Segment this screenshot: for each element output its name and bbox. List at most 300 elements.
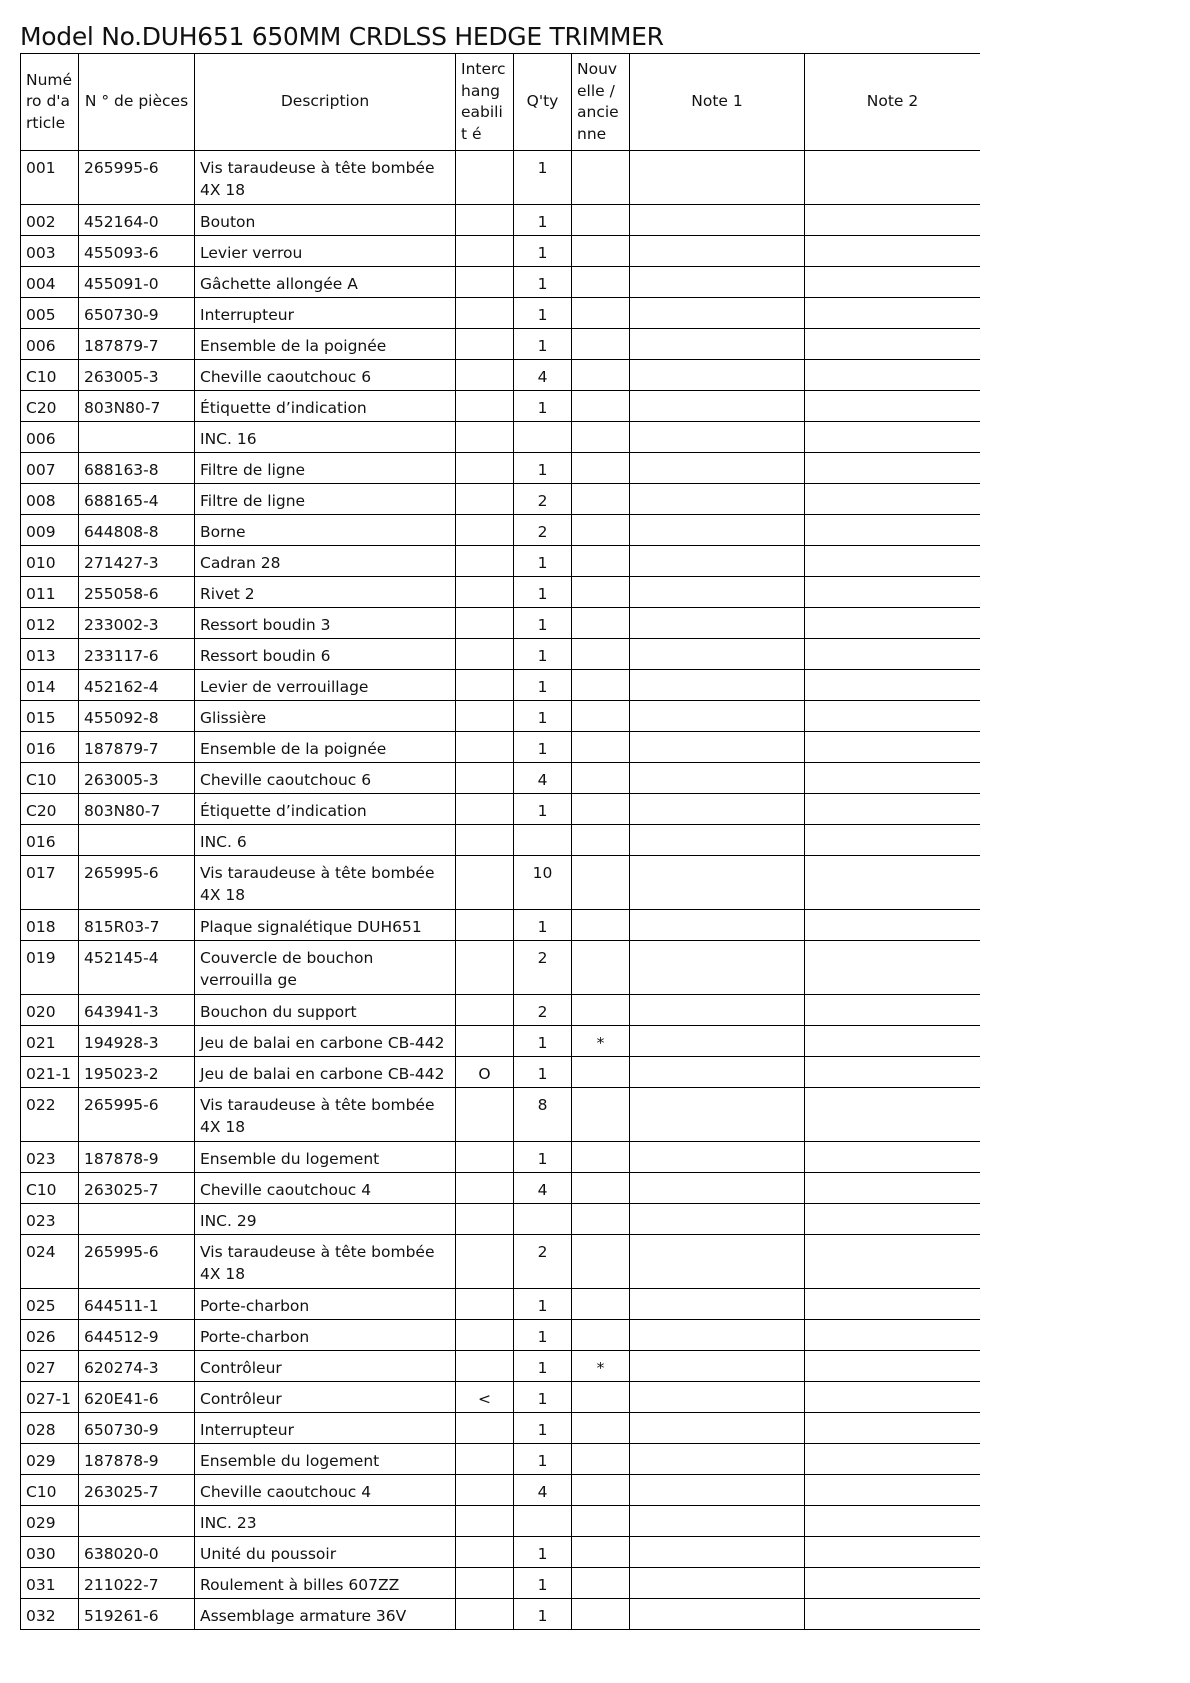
cell-description: Ensemble du logement <box>195 1444 456 1475</box>
cell-description: Roulement à billes 607ZZ <box>195 1568 456 1599</box>
parts-table-container <box>20 53 980 1683</box>
cell-new-old <box>572 236 630 267</box>
cell-part-number: 452164-0 <box>79 205 195 236</box>
table-row <box>21 151 981 205</box>
cell-item-number: 031 <box>21 1568 79 1599</box>
cell-quantity: 1 <box>514 151 572 205</box>
cell-interchangeability <box>456 1351 514 1382</box>
cell-part-number: 452162-4 <box>79 670 195 701</box>
cell-note-2 <box>805 329 981 360</box>
table-row <box>21 670 981 701</box>
cell-new-old <box>572 1506 630 1537</box>
cell-item-number: 029 <box>21 1444 79 1475</box>
cell-note-1 <box>630 1204 805 1235</box>
cell-quantity: 1 <box>514 546 572 577</box>
cell-note-2 <box>805 941 981 995</box>
cell-interchangeability <box>456 856 514 910</box>
cell-new-old <box>572 298 630 329</box>
table-row <box>21 1026 981 1057</box>
cell-part-number: 263005-3 <box>79 763 195 794</box>
cell-description: Ensemble de la poignée <box>195 732 456 763</box>
cell-description: Filtre de ligne <box>195 484 456 515</box>
cell-note-2 <box>805 1413 981 1444</box>
cell-item-number: C10 <box>21 360 79 391</box>
cell-note-1 <box>630 236 805 267</box>
cell-note-2 <box>805 360 981 391</box>
cell-description: Couvercle de bouchon verrouilla ge <box>195 941 456 995</box>
cell-interchangeability <box>456 515 514 546</box>
cell-interchangeability <box>456 151 514 205</box>
cell-note-1 <box>630 422 805 453</box>
cell-note-1 <box>630 1173 805 1204</box>
cell-quantity: 1 <box>514 1537 572 1568</box>
cell-part-number: 271427-3 <box>79 546 195 577</box>
cell-interchangeability <box>456 1320 514 1351</box>
cell-interchangeability <box>456 453 514 484</box>
cell-quantity: 2 <box>514 484 572 515</box>
cell-note-2 <box>805 1026 981 1057</box>
table-row <box>21 1351 981 1382</box>
cell-note-1 <box>630 577 805 608</box>
cell-item-number: 012 <box>21 608 79 639</box>
cell-item-number: 016 <box>21 732 79 763</box>
cell-description: Vis taraudeuse à tête bombée 4X 18 <box>195 151 456 205</box>
cell-interchangeability <box>456 484 514 515</box>
cell-new-old <box>572 1475 630 1506</box>
table-row <box>21 794 981 825</box>
page-title: Model No.DUH651 650MM CRDLSS HEDGE TRIMMER <box>20 22 664 51</box>
cell-note-2 <box>805 267 981 298</box>
cell-part-number: 620274-3 <box>79 1351 195 1382</box>
cell-item-number: 006 <box>21 329 79 360</box>
cell-note-2 <box>805 1088 981 1142</box>
table-row <box>21 1173 981 1204</box>
table-row <box>21 546 981 577</box>
cell-interchangeability <box>456 391 514 422</box>
cell-new-old <box>572 910 630 941</box>
header-quantity: Q'ty <box>514 54 572 151</box>
cell-item-number: 013 <box>21 639 79 670</box>
cell-new-old <box>572 151 630 205</box>
cell-interchangeability <box>456 1444 514 1475</box>
cell-note-1 <box>630 1599 805 1630</box>
cell-part-number <box>79 825 195 856</box>
cell-item-number: 020 <box>21 995 79 1026</box>
cell-item-number: 025 <box>21 1289 79 1320</box>
cell-item-number: 027 <box>21 1351 79 1382</box>
cell-part-number: 455091-0 <box>79 267 195 298</box>
cell-interchangeability <box>456 670 514 701</box>
cell-new-old <box>572 1382 630 1413</box>
cell-quantity: 1 <box>514 1413 572 1444</box>
cell-quantity: 1 <box>514 577 572 608</box>
cell-quantity: 1 <box>514 1026 572 1057</box>
cell-note-1 <box>630 151 805 205</box>
cell-interchangeability <box>456 732 514 763</box>
cell-interchangeability <box>456 910 514 941</box>
cell-part-number: 620E41-6 <box>79 1382 195 1413</box>
cell-new-old <box>572 577 630 608</box>
table-row <box>21 515 981 546</box>
header-note-1: Note 1 <box>630 54 805 151</box>
cell-part-number: 644808-8 <box>79 515 195 546</box>
cell-note-2 <box>805 453 981 484</box>
table-row <box>21 1382 981 1413</box>
cell-interchangeability: < <box>456 1382 514 1413</box>
cell-new-old <box>572 515 630 546</box>
cell-note-1 <box>630 329 805 360</box>
cell-part-number: 643941-3 <box>79 995 195 1026</box>
cell-description: Jeu de balai en carbone CB-442 <box>195 1057 456 1088</box>
cell-item-number: 024 <box>21 1235 79 1289</box>
table-row <box>21 1475 981 1506</box>
table-row <box>21 1204 981 1235</box>
cell-part-number: 187879-7 <box>79 732 195 763</box>
cell-description: Cheville caoutchouc 6 <box>195 360 456 391</box>
cell-part-number: 263005-3 <box>79 360 195 391</box>
cell-note-2 <box>805 794 981 825</box>
header-new-old: Nouv elle / ancie nne <box>572 54 630 151</box>
cell-part-number: 265995-6 <box>79 856 195 910</box>
table-row <box>21 1088 981 1142</box>
cell-interchangeability <box>456 1026 514 1057</box>
cell-item-number: 016 <box>21 825 79 856</box>
cell-interchangeability <box>456 422 514 453</box>
table-row <box>21 267 981 298</box>
table-row <box>21 995 981 1026</box>
cell-item-number: C10 <box>21 763 79 794</box>
cell-quantity: 1 <box>514 1057 572 1088</box>
cell-item-number: 017 <box>21 856 79 910</box>
cell-description: Levier de verrouillage <box>195 670 456 701</box>
cell-description: Unité du poussoir <box>195 1537 456 1568</box>
cell-new-old <box>572 794 630 825</box>
table-row <box>21 391 981 422</box>
cell-quantity: 2 <box>514 515 572 546</box>
cell-part-number: 688165-4 <box>79 484 195 515</box>
cell-quantity: 10 <box>514 856 572 910</box>
cell-description: INC. 16 <box>195 422 456 453</box>
cell-note-1 <box>630 1289 805 1320</box>
cell-new-old <box>572 856 630 910</box>
cell-part-number: 638020-0 <box>79 1537 195 1568</box>
cell-item-number: C20 <box>21 391 79 422</box>
cell-note-2 <box>805 1204 981 1235</box>
cell-quantity: 4 <box>514 360 572 391</box>
cell-quantity: 1 <box>514 1599 572 1630</box>
cell-quantity: 2 <box>514 1235 572 1289</box>
table-row <box>21 1235 981 1289</box>
cell-description: Interrupteur <box>195 1413 456 1444</box>
cell-item-number: 007 <box>21 453 79 484</box>
cell-quantity: 1 <box>514 236 572 267</box>
cell-note-2 <box>805 422 981 453</box>
cell-new-old <box>572 1320 630 1351</box>
cell-new-old <box>572 1057 630 1088</box>
cell-note-2 <box>805 1289 981 1320</box>
table-row <box>21 1057 981 1088</box>
cell-part-number: 455093-6 <box>79 236 195 267</box>
table-row <box>21 1506 981 1537</box>
cell-quantity: 4 <box>514 1475 572 1506</box>
cell-quantity: 1 <box>514 329 572 360</box>
cell-part-number: 803N80-7 <box>79 391 195 422</box>
cell-part-number: 452145-4 <box>79 941 195 995</box>
cell-description: Ressort boudin 6 <box>195 639 456 670</box>
cell-note-1 <box>630 205 805 236</box>
cell-part-number: 233002-3 <box>79 608 195 639</box>
cell-note-2 <box>805 205 981 236</box>
cell-description: INC. 6 <box>195 825 456 856</box>
cell-note-1 <box>630 1568 805 1599</box>
cell-quantity: 1 <box>514 1444 572 1475</box>
table-row <box>21 484 981 515</box>
cell-new-old <box>572 1142 630 1173</box>
cell-note-2 <box>805 1351 981 1382</box>
cell-note-1 <box>630 1026 805 1057</box>
header-note-2: Note 2 <box>805 54 981 151</box>
cell-part-number: 519261-6 <box>79 1599 195 1630</box>
cell-item-number: 026 <box>21 1320 79 1351</box>
cell-new-old <box>572 701 630 732</box>
cell-part-number: 263025-7 <box>79 1173 195 1204</box>
cell-description: Cheville caoutchouc 6 <box>195 763 456 794</box>
cell-new-old <box>572 546 630 577</box>
cell-quantity: 1 <box>514 794 572 825</box>
cell-item-number: 029 <box>21 1506 79 1537</box>
cell-quantity: 1 <box>514 298 572 329</box>
cell-quantity: 2 <box>514 941 572 995</box>
cell-quantity: 1 <box>514 670 572 701</box>
cell-note-2 <box>805 608 981 639</box>
cell-note-2 <box>805 1382 981 1413</box>
table-row <box>21 205 981 236</box>
cell-new-old <box>572 941 630 995</box>
table-row <box>21 1320 981 1351</box>
table-row <box>21 701 981 732</box>
cell-quantity <box>514 1506 572 1537</box>
cell-item-number: 002 <box>21 205 79 236</box>
cell-part-number <box>79 1506 195 1537</box>
cell-part-number: 255058-6 <box>79 577 195 608</box>
cell-note-2 <box>805 995 981 1026</box>
cell-description: Contrôleur <box>195 1351 456 1382</box>
cell-description: Ressort boudin 3 <box>195 608 456 639</box>
cell-note-1 <box>630 453 805 484</box>
cell-note-1 <box>630 391 805 422</box>
cell-note-1 <box>630 1057 805 1088</box>
cell-interchangeability <box>456 236 514 267</box>
cell-new-old <box>572 422 630 453</box>
cell-part-number: 195023-2 <box>79 1057 195 1088</box>
cell-note-2 <box>805 1506 981 1537</box>
cell-new-old <box>572 205 630 236</box>
cell-quantity: 1 <box>514 205 572 236</box>
cell-part-number: 650730-9 <box>79 1413 195 1444</box>
cell-item-number: 001 <box>21 151 79 205</box>
cell-note-1 <box>630 1537 805 1568</box>
cell-part-number: 211022-7 <box>79 1568 195 1599</box>
table-row <box>21 360 981 391</box>
cell-new-old <box>572 608 630 639</box>
cell-description: Plaque signalétique DUH651 <box>195 910 456 941</box>
cell-quantity: 1 <box>514 267 572 298</box>
cell-note-2 <box>805 1568 981 1599</box>
cell-quantity: 1 <box>514 391 572 422</box>
cell-interchangeability <box>456 608 514 639</box>
cell-description: Bouton <box>195 205 456 236</box>
cell-interchangeability <box>456 1088 514 1142</box>
cell-interchangeability <box>456 825 514 856</box>
cell-part-number <box>79 422 195 453</box>
cell-note-1 <box>630 825 805 856</box>
table-row <box>21 329 981 360</box>
cell-part-number: 455092-8 <box>79 701 195 732</box>
cell-part-number <box>79 1204 195 1235</box>
cell-new-old <box>572 1537 630 1568</box>
cell-new-old <box>572 1568 630 1599</box>
cell-part-number: 265995-6 <box>79 151 195 205</box>
cell-description: Interrupteur <box>195 298 456 329</box>
cell-quantity: 4 <box>514 763 572 794</box>
cell-new-old <box>572 329 630 360</box>
cell-new-old <box>572 360 630 391</box>
table-row <box>21 856 981 910</box>
cell-item-number: 018 <box>21 910 79 941</box>
cell-description: Glissière <box>195 701 456 732</box>
cell-note-1 <box>630 732 805 763</box>
cell-quantity: 1 <box>514 1351 572 1382</box>
cell-new-old: * <box>572 1026 630 1057</box>
cell-note-2 <box>805 639 981 670</box>
cell-quantity: 1 <box>514 732 572 763</box>
cell-quantity: 8 <box>514 1088 572 1142</box>
cell-note-2 <box>805 1599 981 1630</box>
cell-description: INC. 23 <box>195 1506 456 1537</box>
cell-quantity: 1 <box>514 910 572 941</box>
cell-interchangeability <box>456 267 514 298</box>
cell-new-old <box>572 1413 630 1444</box>
table-row <box>21 1289 981 1320</box>
table-header-row <box>21 54 981 151</box>
cell-quantity <box>514 1204 572 1235</box>
table-row <box>21 732 981 763</box>
cell-note-2 <box>805 236 981 267</box>
cell-note-1 <box>630 763 805 794</box>
table-row <box>21 763 981 794</box>
cell-note-1 <box>630 515 805 546</box>
cell-part-number: 263025-7 <box>79 1475 195 1506</box>
cell-note-2 <box>805 1057 981 1088</box>
cell-item-number: 010 <box>21 546 79 577</box>
cell-interchangeability: O <box>456 1057 514 1088</box>
cell-note-1 <box>630 1506 805 1537</box>
cell-interchangeability <box>456 329 514 360</box>
cell-new-old <box>572 1204 630 1235</box>
cell-item-number: 030 <box>21 1537 79 1568</box>
cell-note-1 <box>630 1320 805 1351</box>
table-row <box>21 577 981 608</box>
table-row <box>21 1537 981 1568</box>
cell-quantity: 1 <box>514 639 572 670</box>
cell-note-1 <box>630 1088 805 1142</box>
cell-note-1 <box>630 995 805 1026</box>
cell-part-number: 815R03-7 <box>79 910 195 941</box>
cell-item-number: 021 <box>21 1026 79 1057</box>
cell-interchangeability <box>456 360 514 391</box>
cell-description: Vis taraudeuse à tête bombée 4X 18 <box>195 1235 456 1289</box>
cell-part-number: 187878-9 <box>79 1444 195 1475</box>
cell-new-old <box>572 763 630 794</box>
parts-table <box>20 53 980 1630</box>
header-item-number: Numé ro d'a rticle <box>21 54 79 151</box>
cell-note-1 <box>630 1444 805 1475</box>
cell-note-1 <box>630 298 805 329</box>
cell-description: Gâchette allongée A <box>195 267 456 298</box>
cell-note-1 <box>630 639 805 670</box>
cell-item-number: 011 <box>21 577 79 608</box>
cell-note-1 <box>630 546 805 577</box>
cell-note-2 <box>805 910 981 941</box>
cell-description: Ensemble de la poignée <box>195 329 456 360</box>
cell-note-2 <box>805 298 981 329</box>
cell-description: Borne <box>195 515 456 546</box>
cell-description: Jeu de balai en carbone CB-442 <box>195 1026 456 1057</box>
table-row <box>21 1413 981 1444</box>
cell-item-number: 004 <box>21 267 79 298</box>
cell-interchangeability <box>456 995 514 1026</box>
cell-description: Rivet 2 <box>195 577 456 608</box>
cell-note-2 <box>805 670 981 701</box>
cell-part-number: 803N80-7 <box>79 794 195 825</box>
cell-part-number: 187879-7 <box>79 329 195 360</box>
cell-note-2 <box>805 1537 981 1568</box>
cell-new-old <box>572 1173 630 1204</box>
cell-part-number: 644512-9 <box>79 1320 195 1351</box>
cell-description: Cadran 28 <box>195 546 456 577</box>
cell-new-old <box>572 670 630 701</box>
cell-note-1 <box>630 941 805 995</box>
table-row <box>21 1568 981 1599</box>
cell-note-1 <box>630 1351 805 1382</box>
cell-interchangeability <box>456 1475 514 1506</box>
cell-interchangeability <box>456 794 514 825</box>
cell-interchangeability <box>456 205 514 236</box>
cell-item-number: 023 <box>21 1142 79 1173</box>
header-part-number: N ° de pièces <box>79 54 195 151</box>
cell-note-2 <box>805 546 981 577</box>
table-row <box>21 422 981 453</box>
cell-part-number: 265995-6 <box>79 1088 195 1142</box>
cell-note-1 <box>630 1142 805 1173</box>
cell-quantity: 1 <box>514 1382 572 1413</box>
table-row <box>21 825 981 856</box>
header-interchangeability: Interc hang eabilit é <box>456 54 514 151</box>
cell-new-old: * <box>572 1351 630 1382</box>
header-description: Description <box>195 54 456 151</box>
cell-description: Ensemble du logement <box>195 1142 456 1173</box>
cell-note-2 <box>805 484 981 515</box>
cell-note-1 <box>630 670 805 701</box>
cell-new-old <box>572 1088 630 1142</box>
cell-note-1 <box>630 856 805 910</box>
cell-description: Vis taraudeuse à tête bombée 4X 18 <box>195 1088 456 1142</box>
cell-note-1 <box>630 1413 805 1444</box>
cell-interchangeability <box>456 1235 514 1289</box>
cell-interchangeability <box>456 941 514 995</box>
cell-new-old <box>572 391 630 422</box>
cell-quantity <box>514 825 572 856</box>
